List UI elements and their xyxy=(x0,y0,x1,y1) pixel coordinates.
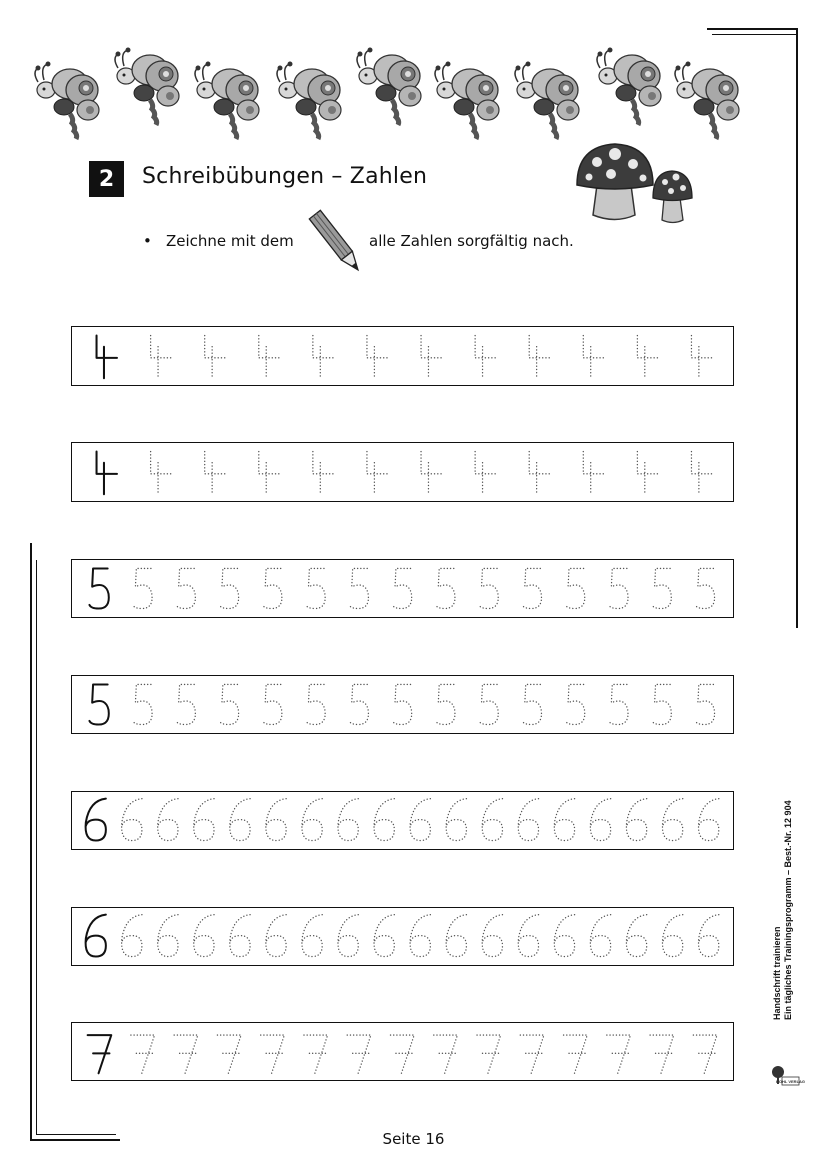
trace-digit xyxy=(392,568,411,608)
writing-row xyxy=(71,907,734,966)
publisher-side-text xyxy=(772,760,794,1020)
frame-line-right xyxy=(796,28,798,628)
trace-digit xyxy=(230,915,250,957)
model-digit xyxy=(86,799,106,841)
trace-digit xyxy=(410,915,430,957)
frame-line-left-2 xyxy=(36,560,37,1135)
butterfly-border xyxy=(30,40,760,140)
row-digits xyxy=(72,443,733,501)
trace-digit xyxy=(520,1035,544,1073)
trace-digit xyxy=(302,915,322,957)
row-digits xyxy=(72,560,733,617)
trace-digit xyxy=(518,915,538,957)
trace-digit xyxy=(158,915,178,957)
trace-digit xyxy=(691,336,711,379)
row-digits xyxy=(72,792,733,849)
trace-digit xyxy=(151,452,171,495)
trace-digit xyxy=(590,915,610,957)
trace-digit xyxy=(446,915,466,957)
trace-digit xyxy=(313,452,333,495)
bullet: • xyxy=(143,232,152,250)
butterfly-icon xyxy=(597,48,661,126)
writing-row xyxy=(71,559,734,618)
side-line-2: Ein tägliches Trainingsprogramm – Best.-Nr. 12 904 xyxy=(783,800,793,1020)
trace-digit xyxy=(347,1035,371,1073)
trace-digit xyxy=(217,1035,241,1073)
trace-digit xyxy=(529,336,549,379)
trace-digit xyxy=(590,799,610,841)
trace-digit xyxy=(302,799,322,841)
trace-digit xyxy=(219,568,238,608)
trace-digit xyxy=(122,799,142,841)
trace-digit xyxy=(205,336,225,379)
trace-digit xyxy=(583,452,603,495)
trace-digit xyxy=(436,568,455,608)
side-line-1: Handschrift trainieren xyxy=(772,926,782,1020)
frame-line-top-right-2 xyxy=(712,34,797,35)
trace-digit xyxy=(131,1035,155,1073)
trace-digit xyxy=(304,1035,328,1073)
task-number: 2 xyxy=(89,161,124,197)
trace-digit xyxy=(522,684,541,724)
trace-digit xyxy=(367,336,387,379)
trace-digit xyxy=(349,568,368,608)
butterfly-icon xyxy=(115,48,179,126)
trace-digit xyxy=(565,568,584,608)
trace-digit xyxy=(374,915,394,957)
trace-digit xyxy=(421,336,441,379)
writing-row xyxy=(71,326,734,386)
trace-digit xyxy=(475,336,495,379)
trace-digit xyxy=(554,799,574,841)
model-digit xyxy=(97,336,117,379)
trace-digit xyxy=(176,684,195,724)
publisher-logo xyxy=(770,1062,806,1088)
model-digit xyxy=(97,452,117,495)
model-digit xyxy=(89,568,108,608)
butterfly-icon xyxy=(357,48,421,126)
trace-digit xyxy=(477,1035,501,1073)
svg-text:KOHL VERLAG: KOHL VERLAG xyxy=(775,1079,806,1084)
trace-digit xyxy=(259,452,279,495)
trace-digit xyxy=(194,915,214,957)
trace-digit xyxy=(522,568,541,608)
trace-digit xyxy=(174,1035,198,1073)
trace-digit xyxy=(626,799,646,841)
butterfly-icon xyxy=(435,62,499,140)
trace-digit xyxy=(529,452,549,495)
butterfly-icon xyxy=(277,62,341,140)
trace-digit xyxy=(158,799,178,841)
trace-digit xyxy=(482,799,502,841)
trace-digit xyxy=(637,452,657,495)
trace-digit xyxy=(313,336,333,379)
trace-digit xyxy=(194,799,214,841)
page-number: Seite 16 xyxy=(382,1130,445,1148)
trace-digit xyxy=(475,452,495,495)
trace-digit xyxy=(650,1035,674,1073)
writing-row xyxy=(71,791,734,850)
trace-digit xyxy=(652,684,671,724)
trace-digit xyxy=(133,568,152,608)
trace-digit xyxy=(695,568,714,608)
row-digits xyxy=(72,676,733,733)
row-digits xyxy=(72,1023,733,1080)
trace-digit xyxy=(367,452,387,495)
trace-digit xyxy=(205,452,225,495)
trace-digit xyxy=(554,915,574,957)
trace-digit xyxy=(436,684,455,724)
frame-line-left xyxy=(30,543,32,1141)
writing-row xyxy=(71,675,734,734)
trace-digit xyxy=(482,915,502,957)
trace-digit xyxy=(133,684,152,724)
trace-digit xyxy=(263,684,282,724)
trace-digit xyxy=(219,684,238,724)
task-title: Schreibübungen – Zahlen xyxy=(142,164,428,189)
instruction-text-after: alle Zahlen sorgfältig nach. xyxy=(369,232,574,250)
trace-digit xyxy=(693,1035,717,1073)
trace-digit xyxy=(565,684,584,724)
butterfly-icon xyxy=(515,62,579,140)
trace-digit xyxy=(230,799,250,841)
trace-digit xyxy=(266,915,286,957)
model-digit xyxy=(89,684,108,724)
trace-digit xyxy=(374,799,394,841)
trace-digit xyxy=(434,1035,458,1073)
model-digit xyxy=(86,915,106,957)
pencil-icon xyxy=(306,205,368,281)
trace-digit xyxy=(410,799,430,841)
trace-digit xyxy=(626,915,646,957)
trace-digit xyxy=(699,799,719,841)
trace-digit xyxy=(259,336,279,379)
trace-digit xyxy=(479,568,498,608)
trace-digit xyxy=(263,568,282,608)
model-digit xyxy=(88,1035,112,1073)
trace-digit xyxy=(421,452,441,495)
trace-digit xyxy=(266,799,286,841)
trace-digit xyxy=(479,684,498,724)
trace-digit xyxy=(392,684,411,724)
trace-digit xyxy=(695,684,714,724)
trace-digit xyxy=(652,568,671,608)
butterfly-icon xyxy=(195,62,259,140)
trace-digit xyxy=(564,1035,588,1073)
trace-digit xyxy=(446,799,466,841)
trace-digit xyxy=(609,684,628,724)
row-digits xyxy=(72,327,733,385)
mushroom-icon xyxy=(575,140,700,225)
trace-digit xyxy=(349,684,368,724)
trace-digit xyxy=(151,336,171,379)
trace-digit xyxy=(261,1035,285,1073)
trace-digit xyxy=(122,915,142,957)
trace-digit xyxy=(607,1035,631,1073)
trace-digit xyxy=(518,799,538,841)
butterfly-icon xyxy=(35,62,99,140)
trace-digit xyxy=(637,336,657,379)
trace-digit xyxy=(583,336,603,379)
writing-row xyxy=(71,442,734,502)
writing-row xyxy=(71,1022,734,1081)
trace-digit xyxy=(609,568,628,608)
butterfly-icon xyxy=(675,62,739,140)
trace-digit xyxy=(699,915,719,957)
trace-digit xyxy=(662,915,682,957)
trace-digit xyxy=(662,799,682,841)
frame-line-top-right xyxy=(707,28,797,30)
instruction-text-before: Zeichne mit dem xyxy=(166,232,294,250)
trace-digit xyxy=(176,568,195,608)
trace-digit xyxy=(691,452,711,495)
trace-digit xyxy=(306,568,325,608)
trace-digit xyxy=(390,1035,414,1073)
trace-digit xyxy=(306,684,325,724)
trace-digit xyxy=(338,915,358,957)
row-digits xyxy=(72,908,733,965)
trace-digit xyxy=(338,799,358,841)
